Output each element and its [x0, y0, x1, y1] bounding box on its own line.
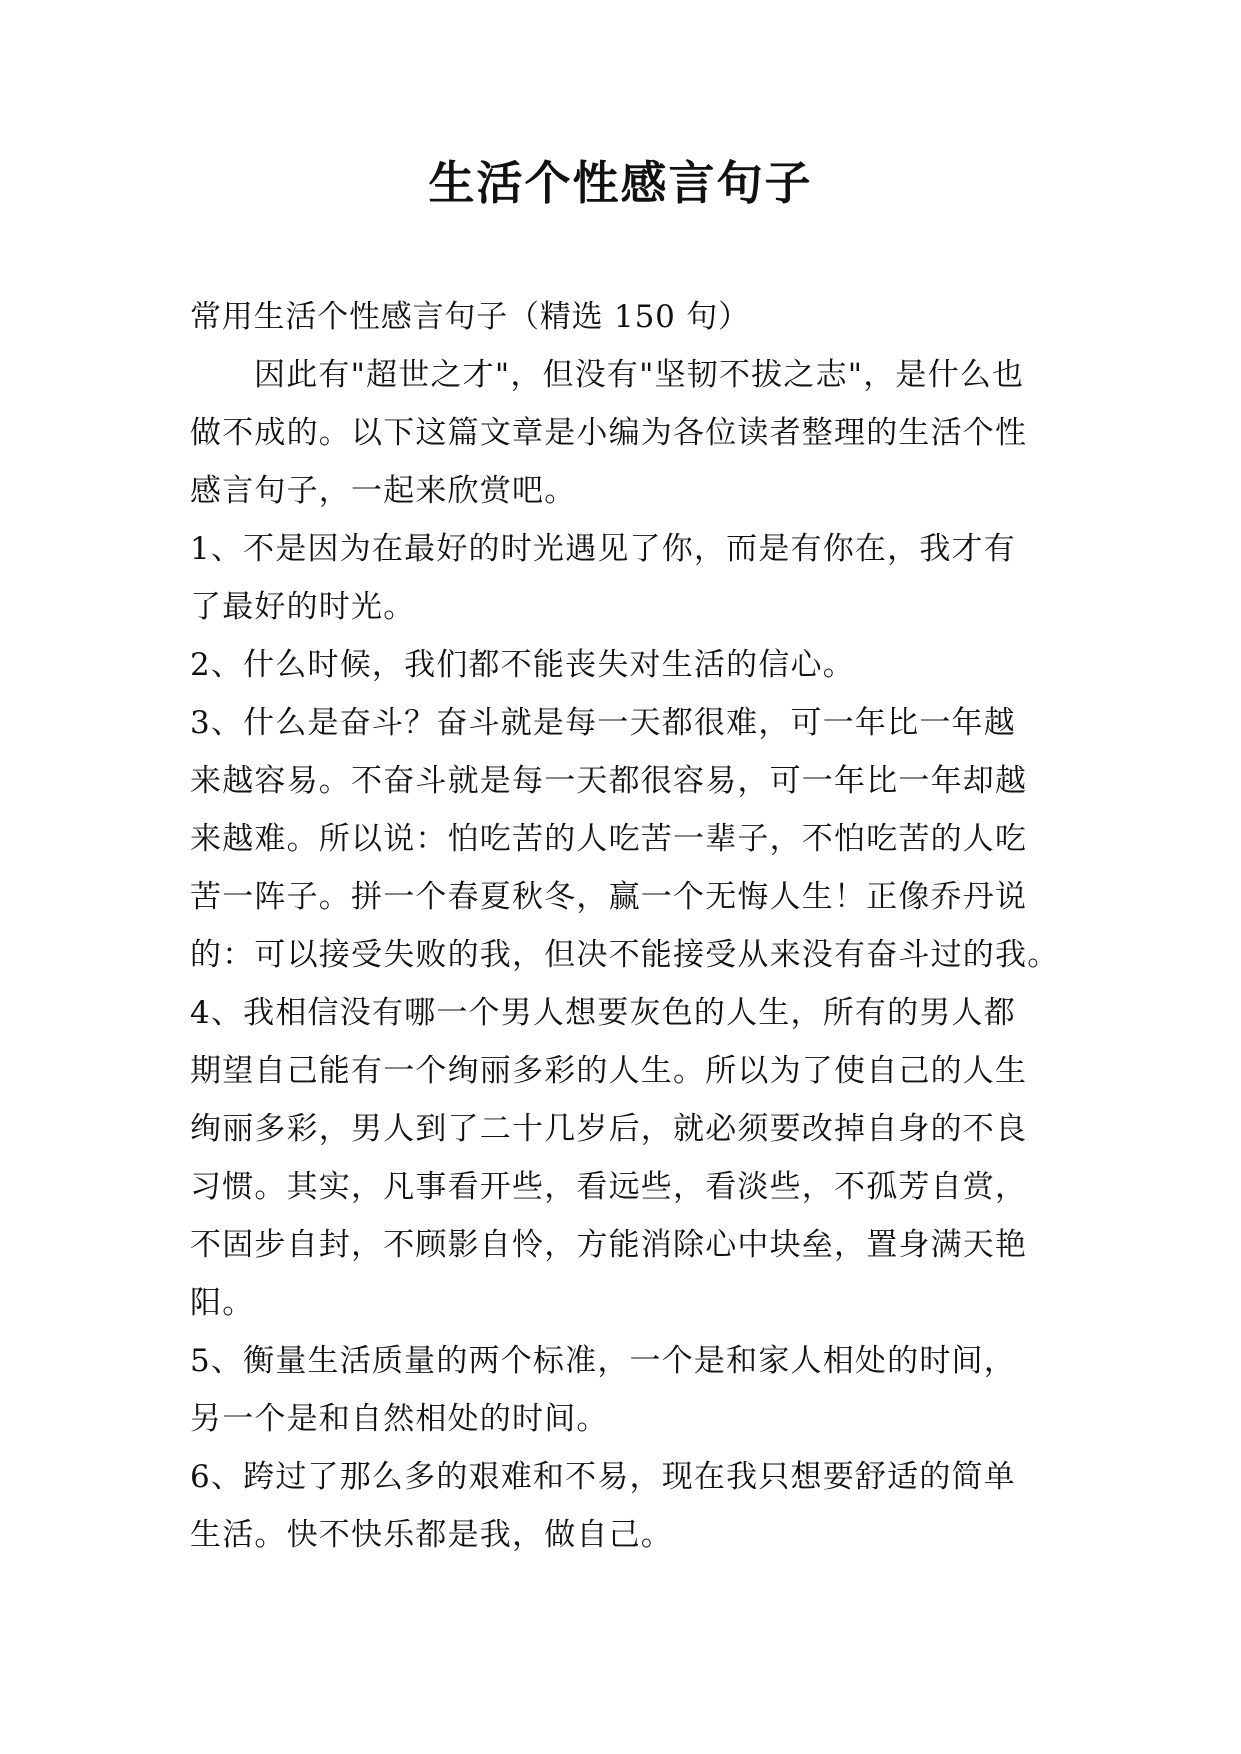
text-line: 另一个是和自然相处的时间。	[190, 1401, 609, 1437]
text-line: 期望自己能有一个绚丽多彩的人生。所以为了使自己的人生	[190, 1053, 1028, 1089]
text-line: 的：可以接受失败的我，但决不能接受从来没有奋斗过的我。	[190, 937, 1060, 973]
document-subtitle: 常用生活个性感言句子（精选 150 句）	[190, 299, 750, 335]
text-line: 阳。	[190, 1285, 255, 1321]
text-line: 不固步自封，不顾影自怜，方能消除心中块垒，置身满天艳	[190, 1227, 1028, 1263]
text-line: 3、什么是奋斗？奋斗就是每一天都很难，可一年比一年越	[190, 705, 1016, 741]
document-title: 生活个性感言句子	[428, 156, 813, 210]
text-line: 2、什么时候，我们都不能丧失对生活的信心。	[190, 647, 855, 683]
intro-line: 感言句子，一起来欣赏吧。	[190, 473, 577, 509]
intro-line: 因此有"超世之才"，但没有"坚韧不拔之志"，是什么也	[254, 357, 1025, 393]
quote-item-6	[190, 1448, 1070, 1564]
text-line: 绚丽多彩，男人到了二十几岁后，就必须要改掉自身的不良	[190, 1111, 1028, 1147]
text-line: 来越难。所以说：怕吃苦的人吃苦一辈子，不怕吃苦的人吃	[190, 821, 1028, 857]
quote-item-4	[190, 984, 1070, 1332]
quote-item-5	[190, 1332, 1070, 1448]
text-line: 5、衡量生活质量的两个标准，一个是和家人相处的时间，	[190, 1343, 1016, 1379]
quote-item-3	[190, 694, 1070, 984]
text-line: 习惯。其实，凡事看开些，看远些，看淡些，不孤芳自赏，	[190, 1169, 1028, 1205]
quote-item-1	[190, 520, 1070, 636]
quote-item-2	[190, 636, 1070, 694]
text-line: 了最好的时光。	[190, 589, 416, 625]
text-line: 来越容易。不奋斗就是每一天都很容易，可一年比一年却越	[190, 763, 1028, 799]
document-body	[190, 288, 1070, 1564]
text-line: 生活。快不快乐都是我，做自己。	[190, 1517, 673, 1553]
text-line: 苦一阵子。拼一个春夏秋冬，赢一个无悔人生！正像乔丹说	[190, 879, 1028, 915]
text-line: 1、不是因为在最好的时光遇见了你，而是有你在，我才有	[190, 531, 1016, 567]
intro-line: 做不成的。以下这篇文章是小编为各位读者整理的生活个性	[190, 415, 1028, 451]
text-line: 4、我相信没有哪一个男人想要灰色的人生，所有的男人都	[190, 995, 1016, 1031]
intro-paragraph	[190, 346, 1070, 520]
text-line: 6、跨过了那么多的艰难和不易，现在我只想要舒适的简单	[190, 1459, 1016, 1495]
